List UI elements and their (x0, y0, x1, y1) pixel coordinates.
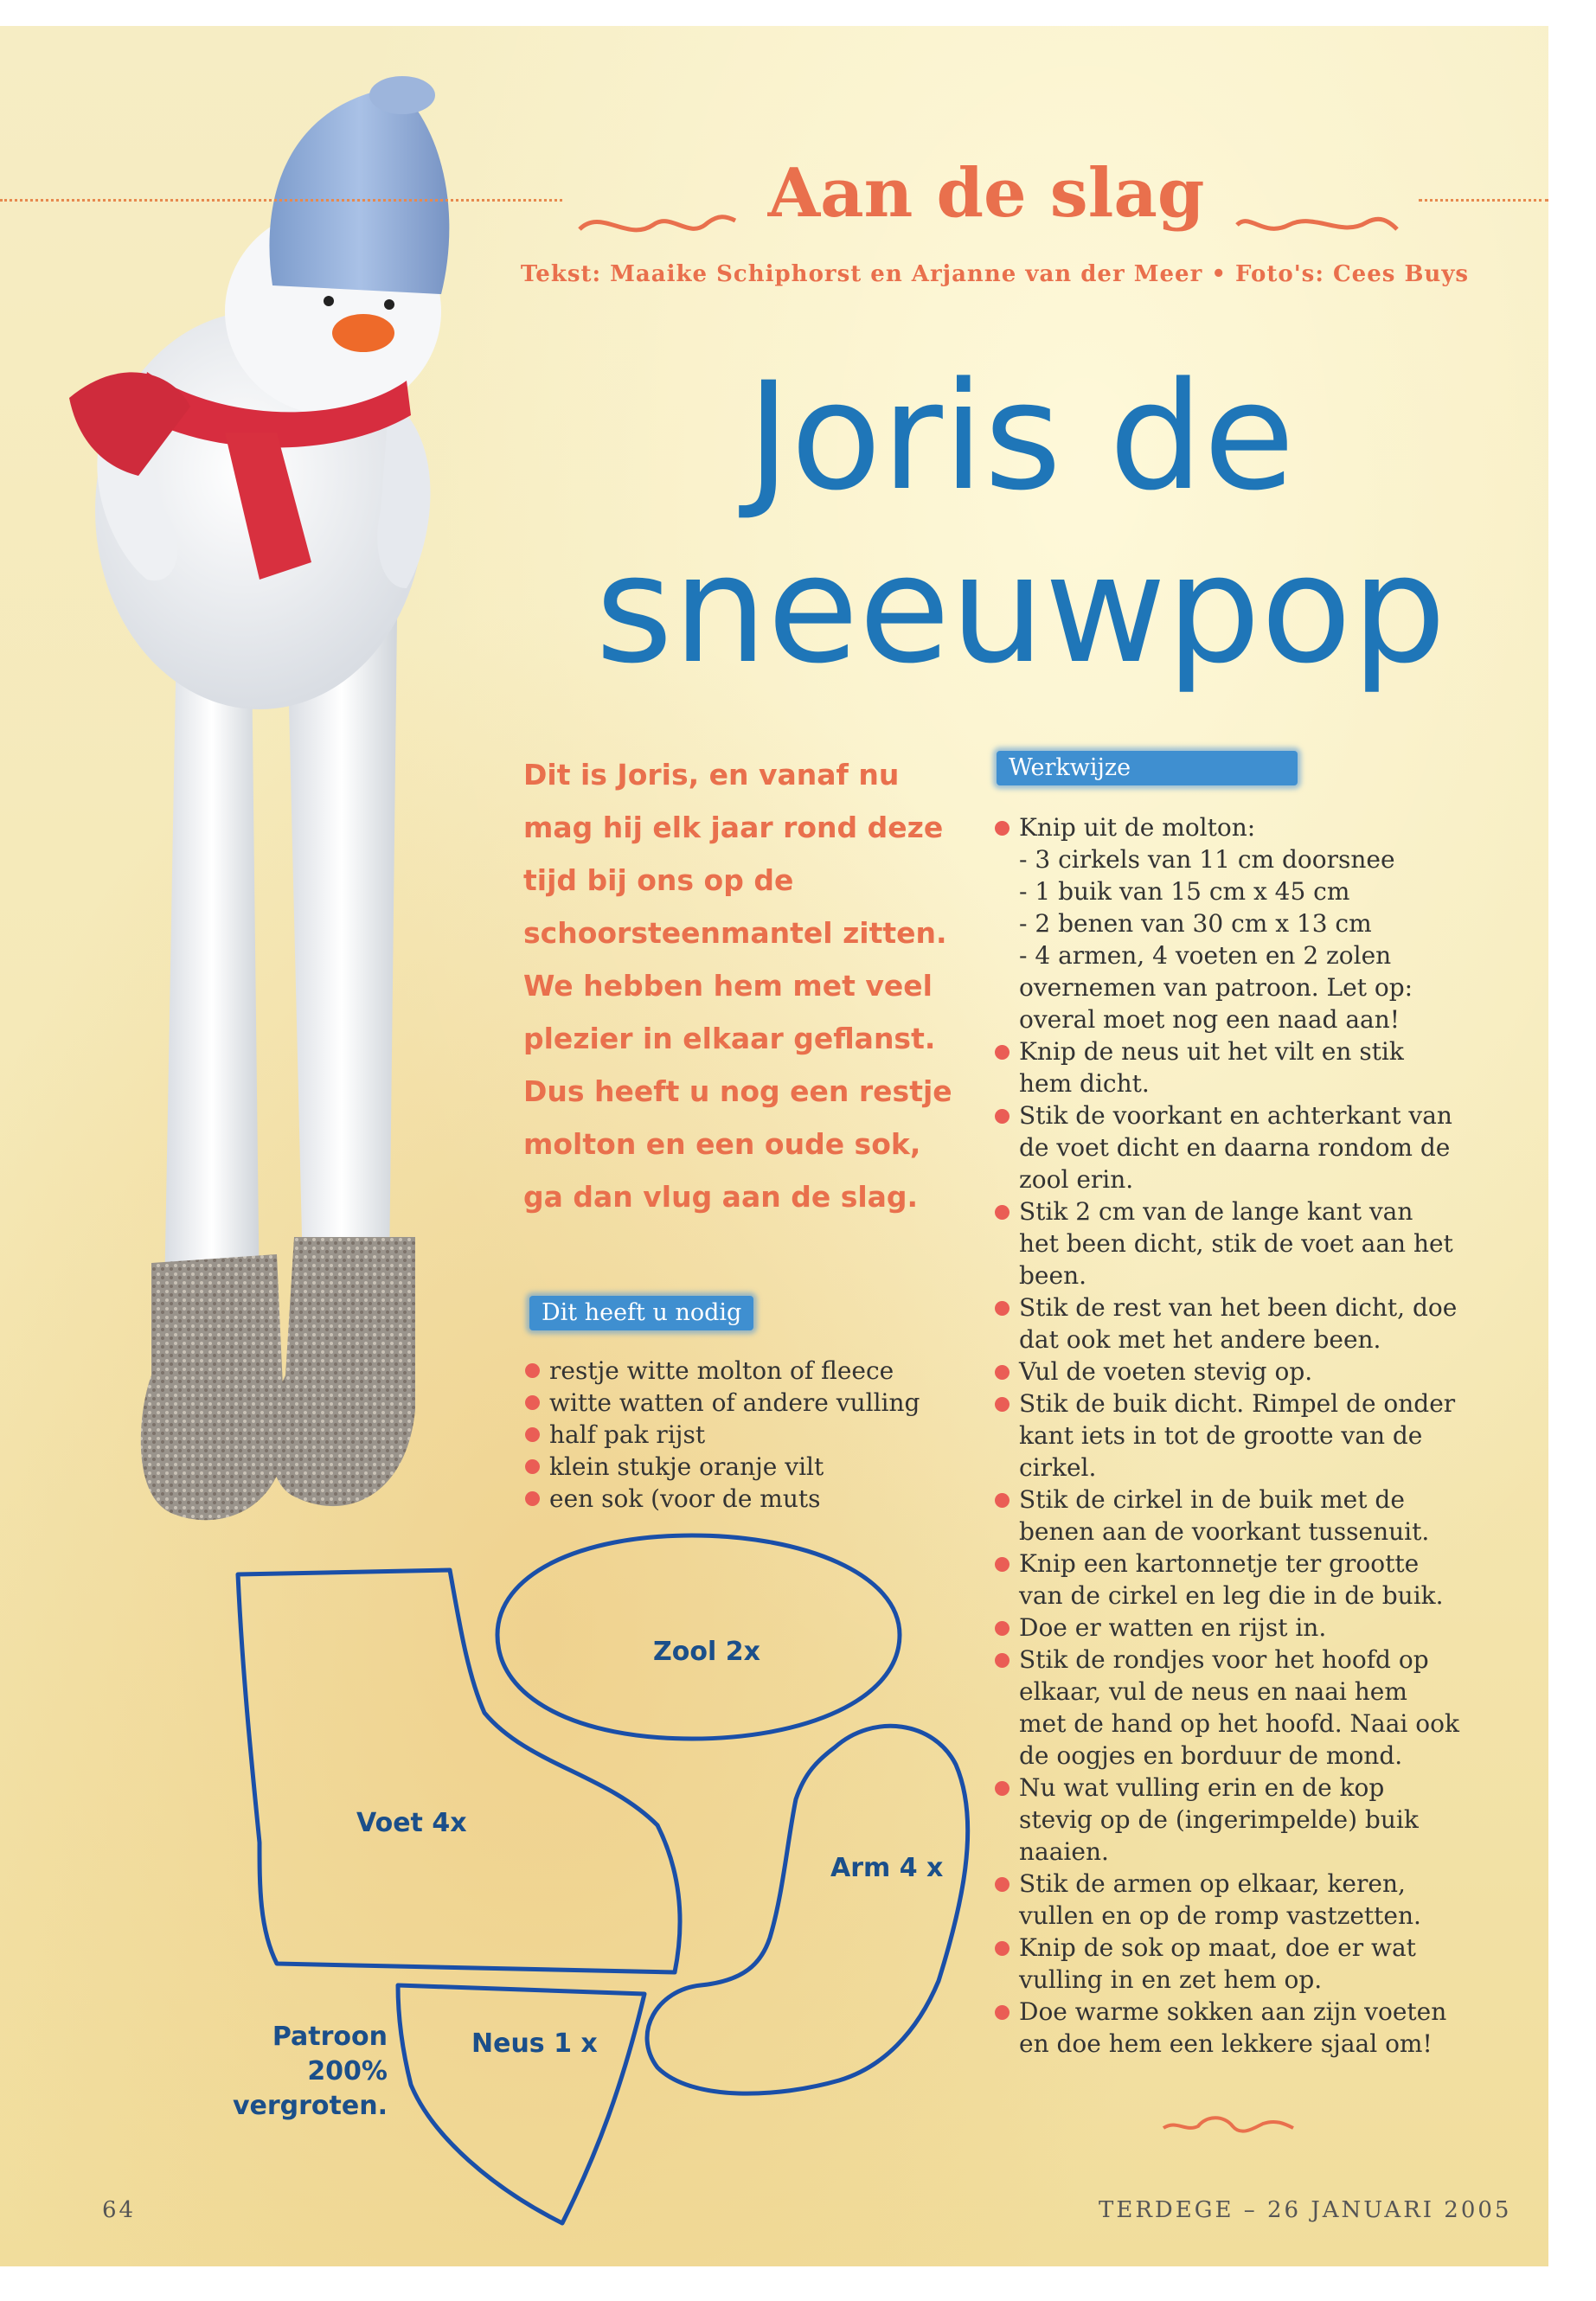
method-step: Stik de buik dicht. Rimpel de onder kant iets in tot de grootte van de cirkel. (993, 1388, 1460, 1484)
method-step: Stik de rest van het been dicht, doe dat ook met het andere been. (993, 1292, 1460, 1356)
intro-paragraph: Dit is Joris, en vanaf nu mag hij elk jaar rond deze tijd bij ons op de schoorsteenmantel zitten. We hebben hem met veel plezier in elkaar geflanst. Dus heeft u nog een restje molton en een oude sok, ga dan vlug aan de slag. (523, 758, 952, 1214)
article-credits: Tekst: Maaike Schiphorst en Arjanne van der Meer • Foto's: Cees Buys (520, 261, 1470, 287)
label-zool: Zool 2x (653, 1637, 760, 1667)
needs-item: witte watten of andere vulling (523, 1387, 973, 1419)
end-flourish-icon (1159, 2102, 1298, 2145)
page-number: 64 (102, 2197, 137, 2223)
title-line-2: sneeuwpop (595, 522, 1446, 696)
method-step: Doe er watten en rijst in. (993, 1612, 1460, 1644)
pattern-voet-outline (238, 1570, 680, 1972)
method-step: Stik de cirkel in de buik met de benen aan de voorkant tussenuit. (993, 1484, 1460, 1548)
method-step: Stik 2 cm van de lange kant van het been dicht, stik de voet aan het been. (993, 1195, 1460, 1292)
method-step: Vul de voeten stevig op. (993, 1356, 1460, 1388)
label-voet: Voet 4x (356, 1808, 467, 1838)
sewing-pattern (0, 26, 1548, 2266)
pattern-arm-outline (647, 1726, 968, 2093)
needs-item: klein stukje oranje vilt (523, 1451, 973, 1483)
pattern-neus-outline (398, 1985, 644, 2223)
method-step: Knip de sok op maat, doe er wat vulling in en zet hem op. (993, 1932, 1460, 1996)
method-heading: Werkwijze (997, 751, 1298, 785)
needs-heading: Dit heeft u nodig (529, 1296, 753, 1330)
pattern-note-line: 200% (307, 2056, 388, 2086)
section-kicker: Aan de slag (767, 154, 1205, 233)
needs-item: een sok (voor de muts (523, 1483, 973, 1515)
pattern-note-line: vergroten. (232, 2091, 388, 2121)
method-step: Stik de armen op elkaar, keren, vullen en op de romp vastzetten. (993, 1868, 1460, 1932)
label-neus: Neus 1 x (471, 2029, 598, 2059)
pattern-enlarge-note (232, 2020, 388, 2124)
needs-item: half pak rijst (523, 1419, 973, 1451)
method-step: Knip een kartonnetje ter grootte van de cirkel en leg die in de buik. (993, 1548, 1460, 1612)
method-step: Doe warme sokken aan zijn voeten en doe hem een lekkere sjaal om! (993, 1996, 1460, 2060)
title-line-1: Joris de (747, 349, 1295, 523)
pattern-note-line: Patroon (272, 2022, 388, 2052)
magazine-page (0, 26, 1548, 2266)
method-step: Knip de neus uit het vilt en stik hem dicht. (993, 1035, 1460, 1099)
method-step: Stik de rondjes voor het hoofd op elkaar, vul de neus en naai hem met de hand op het hoofd. Naai ook de oogjes en borduur de mond. (993, 1644, 1460, 1772)
method-step: Stik de voorkant en achterkant van de voet dicht en daarna rondom de zool erin. (993, 1099, 1460, 1195)
method-step: Nu wat vulling erin en de kop stevig op de (ingerimpelde) buik naaien. (993, 1772, 1460, 1868)
label-arm: Arm 4 x (830, 1853, 944, 1883)
publication-footer: TERDEGE – 26 JANUARI 2005 (1099, 2197, 1512, 2223)
needs-item: restje witte molton of fleece (523, 1355, 973, 1387)
method-step: Knip uit de molton: - 3 cirkels van 11 cm doorsnee - 1 buik van 15 cm x 45 cm - 2 benen van 30 cm x 13 cm - 4 armen, 4 voeten en 2 zolen overnemen van patroon. Let op: overal moet nog een naad aan! (993, 811, 1460, 1035)
